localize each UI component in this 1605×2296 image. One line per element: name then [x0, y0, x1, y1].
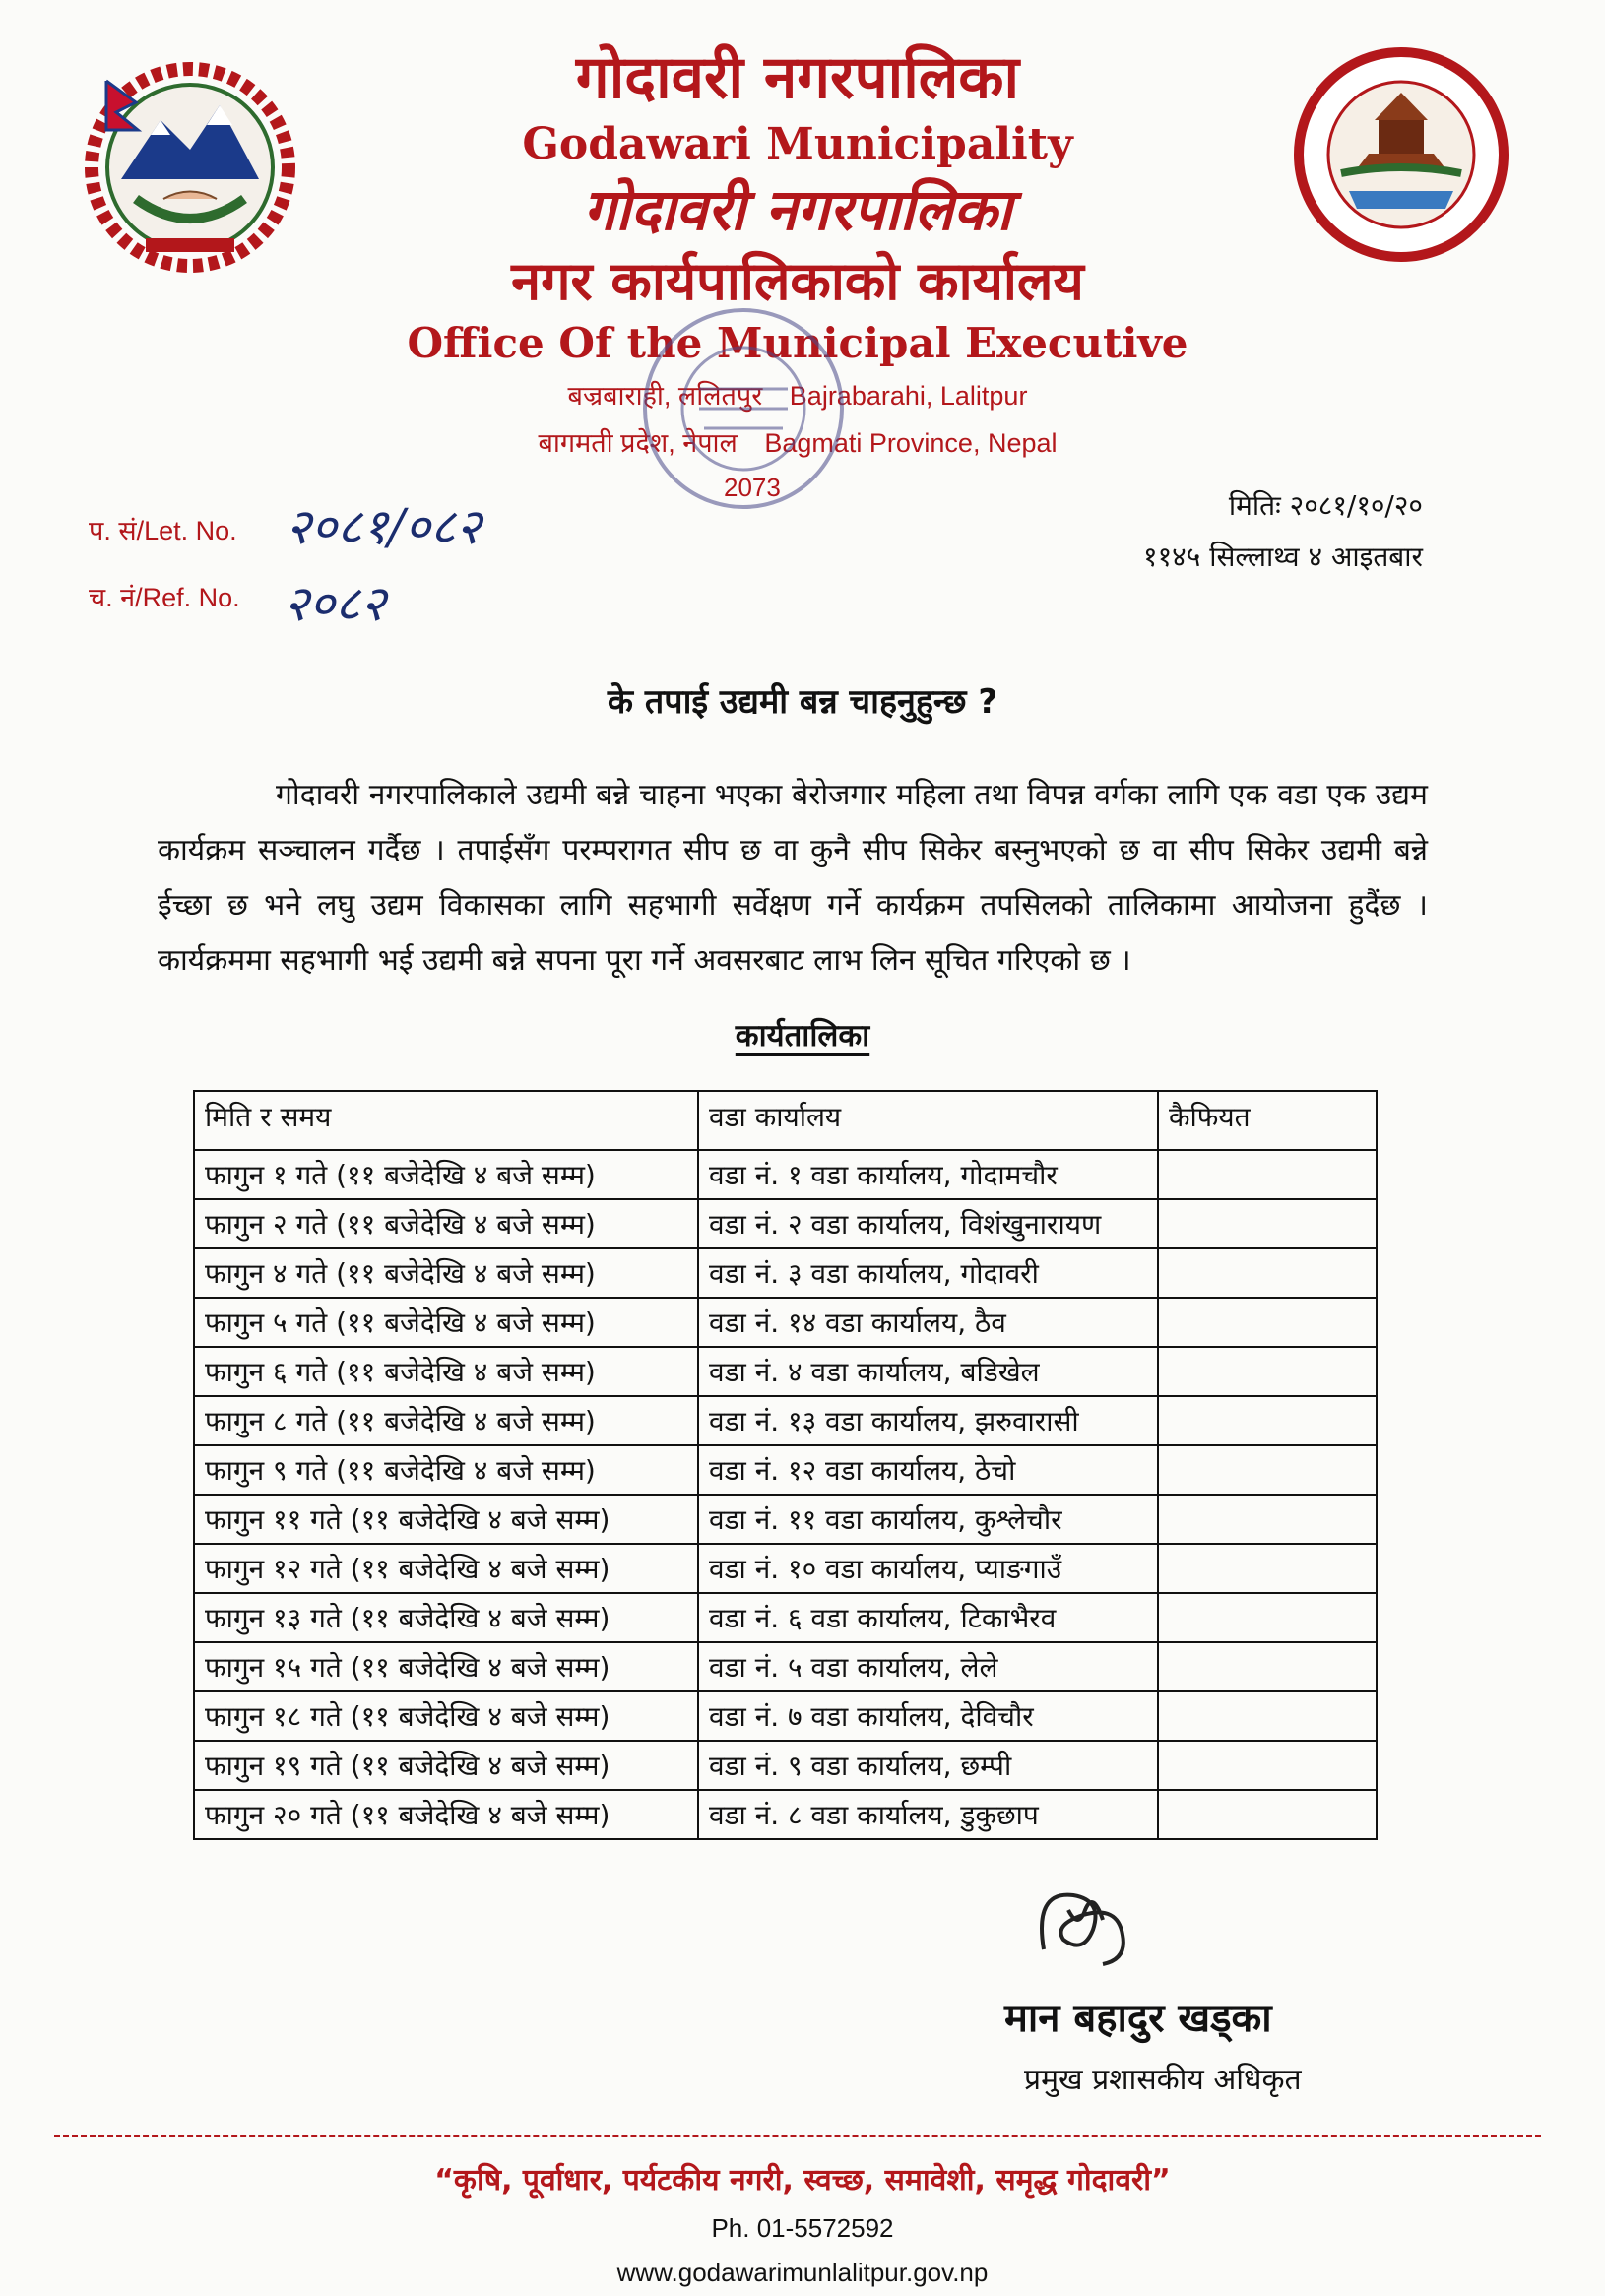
cell-date-time: फागुन ४ गते (११ बजेदेखि ४ बजे सम्म) — [194, 1248, 698, 1298]
cell-date-time: फागुन ५ गते (११ बजेदेखि ४ बजे सम्म) — [194, 1298, 698, 1347]
schedule-title — [0, 1014, 1605, 1055]
footer-website[interactable]: www.godawarimunlalitpur.gov.np — [616, 2258, 989, 2287]
cell-remarks — [1158, 1593, 1377, 1642]
table-row — [194, 1445, 1377, 1495]
letter-number-label: प. सं/Let. No. — [89, 516, 237, 545]
table-row — [194, 1199, 1377, 1248]
cell-ward-office: वडा नं. ७ वडा कार्यालय, देविचौर — [698, 1691, 1158, 1741]
footer-phone: Ph. 01-5572592 — [711, 2213, 894, 2243]
cell-date-time: फागुन ६ गते (११ बजेदेखि ४ बजे सम्म) — [194, 1347, 698, 1396]
cell-remarks — [1158, 1741, 1377, 1790]
nepal-sambat-date-line: ११४५ सिल्लाथ्व ४ आइतबार — [1143, 541, 1423, 573]
cell-remarks — [1158, 1347, 1377, 1396]
province-english: Bagmati Province, Nepal — [764, 428, 1058, 458]
established-year: 2073 — [724, 473, 781, 502]
table-row — [194, 1347, 1377, 1396]
cell-ward-office: वडा नं. ९ वडा कार्यालय, छम्पी — [698, 1741, 1158, 1790]
table-row — [194, 1298, 1377, 1347]
cell-ward-office: वडा नं. १ वडा कार्यालय, गोदामचौर — [698, 1150, 1158, 1199]
table-row — [194, 1544, 1377, 1593]
date-block — [1068, 480, 1423, 583]
cell-remarks — [1158, 1396, 1377, 1445]
province-nepali: बागमती प्रदेश, नेपाल — [538, 428, 738, 458]
cell-remarks — [1158, 1248, 1377, 1298]
nepal-emblem-icon — [77, 51, 303, 278]
cell-remarks — [1158, 1199, 1377, 1248]
date-line: मितिः २०८१/१०/२० — [1228, 489, 1423, 522]
footer-slogan: “कृषि, पूर्वाधार, पर्यटकीय नगरी, स्वच्छ, समावेशी, समृद्ध गोदावरी” — [434, 2163, 1171, 2198]
cell-date-time: फागुन १ गते (११ बजेदेखि ४ बजे सम्म) — [194, 1150, 698, 1199]
footer — [0, 2156, 1605, 2294]
ref-number-value: २०८२ — [284, 575, 386, 632]
cell-ward-office: वडा नं. ८ वडा कार्यालय, डुकुछाप — [698, 1790, 1158, 1839]
cell-date-time: फागुन १३ गते (११ बजेदेखि ४ बजे सम्म) — [194, 1593, 698, 1642]
title-nepali: गोदावरी नगरपालिका — [575, 43, 1020, 112]
ref-number-label: च. नं/Ref. No. — [89, 583, 240, 612]
subject-heading: के तपाई उद्यमी बन्न चाहनुहुन्छ ? — [607, 682, 998, 722]
cell-date-time: फागुन १८ गते (११ बजेदेखि ४ बजे सम्म) — [194, 1691, 698, 1741]
office-english: Office Of the Municipal Executive — [407, 319, 1188, 367]
cell-ward-office: वडा नं. ६ वडा कार्यालय, टिकाभैरव — [698, 1593, 1158, 1642]
table-row — [194, 1495, 1377, 1544]
table-header-row — [194, 1091, 1377, 1150]
cell-date-time: फागुन १९ गते (११ बजेदेखि ४ बजे सम्म) — [194, 1741, 698, 1790]
cell-ward-office: वडा नं. १३ वडा कार्यालय, झरुवारासी — [698, 1396, 1158, 1445]
header-date-time: मिति र समय — [194, 1091, 698, 1150]
schedule-table — [193, 1090, 1378, 1840]
cell-remarks — [1158, 1298, 1377, 1347]
letter-number-value: २०८१/०८२ — [286, 498, 482, 555]
table-row — [194, 1691, 1377, 1741]
table-row — [194, 1642, 1377, 1691]
cell-ward-office: वडा नं. ५ वडा कार्यालय, लेले — [698, 1642, 1158, 1691]
cell-date-time: फागुन १५ गते (११ बजेदेखि ४ बजे सम्म) — [194, 1642, 698, 1691]
table-row — [194, 1248, 1377, 1298]
schedule-title-text: कार्यतालिका — [735, 1018, 870, 1053]
schedule-table-body — [194, 1150, 1377, 1839]
title-english: Godawari Municipality — [522, 119, 1073, 169]
table-row — [194, 1150, 1377, 1199]
cell-remarks — [1158, 1150, 1377, 1199]
address-nepali: बज्रबाराही, ललितपुर — [567, 381, 763, 411]
cell-date-time: फागुन ११ गते (११ बजेदेखि ४ बजे सम्म) — [194, 1495, 698, 1544]
cell-date-time: फागुन २ गते (११ बजेदेखि ४ बजे सम्म) — [194, 1199, 698, 1248]
cell-date-time: फागुन १२ गते (११ बजेदेखि ४ बजे सम्म) — [194, 1544, 698, 1593]
table-row — [194, 1741, 1377, 1790]
municipality-logo-icon — [1290, 43, 1512, 266]
cell-date-time: फागुन ८ गते (११ बजेदेखि ४ बजे सम्म) — [194, 1396, 698, 1445]
cell-ward-office: वडा नं. १४ वडा कार्यालय, ठैव — [698, 1298, 1158, 1347]
footer-divider — [54, 2135, 1541, 2137]
signature-scribble-icon — [1024, 1871, 1162, 1979]
cell-ward-office: वडा नं. ११ वडा कार्यालय, कुश्लेचौर — [698, 1495, 1158, 1544]
cell-ward-office: वडा नं. ३ वडा कार्यालय, गोदावरी — [698, 1248, 1158, 1298]
cell-ward-office: वडा नं. ४ वडा कार्यालय, बडिखेल — [698, 1347, 1158, 1396]
cell-date-time: फागुन ९ गते (११ बजेदेखि ४ बजे सम्म) — [194, 1445, 698, 1495]
notice-body — [158, 768, 1428, 989]
cell-date-time: फागुन २० गते (११ बजेदेखि ४ बजे सम्म) — [194, 1790, 698, 1839]
cell-remarks — [1158, 1642, 1377, 1691]
cell-remarks — [1158, 1790, 1377, 1839]
signatory-name: मान बहादुर खड्का — [1004, 1995, 1272, 2041]
office-nepali: नगर कार्यपालिकाको कार्यालय — [511, 249, 1084, 312]
header-ward-office: वडा कार्यालय — [698, 1091, 1158, 1150]
signatory-title: प्रमुख प्रशासकीय अधिकृत — [1024, 2063, 1302, 2097]
title-nepali-stylized: गोदावरी नगरपालिका — [583, 176, 1012, 243]
cell-remarks — [1158, 1691, 1377, 1741]
cell-remarks — [1158, 1544, 1377, 1593]
cell-ward-office: वडा नं. १० वडा कार्यालय, प्याङगाउँ — [698, 1544, 1158, 1593]
cell-remarks — [1158, 1445, 1377, 1495]
cell-ward-office: वडा नं. २ वडा कार्यालय, विशंखुनारायण — [698, 1199, 1158, 1248]
cell-ward-office: वडा नं. १२ वडा कार्यालय, ठेचो — [698, 1445, 1158, 1495]
address-english: Bajrabarahi, Lalitpur — [789, 381, 1028, 411]
table-row — [194, 1593, 1377, 1642]
notice-paragraph: गोदावरी नगरपालिकाले उद्यमी बन्ने चाहना भएका बेरोजगार महिला तथा विपन्न वर्गका लागि एक वडा एक उद्यम कार्यक्रम सञ्चालन गर्दैछ । तपाईसँग परम्परागत सीप छ वा कुनै सीप सिकेर बस्नुभएको छ वा सीप सिकेर उद्यमी बन्ने ईच्छा छ भने लघु उद्यम विकासका लागि सहभागी सर्वेक्षण गर्ने कार्यक्रम तपसिलको तालिकामा आयोजना हुदैंछ । कार्यक्रममा सहभागी भई उद्यमी बन्ने सपना पूरा गर्ने अवसरबाट लाभ लिन सूचित गरिएको छ । — [158, 778, 1428, 978]
header-remarks: कैफियत — [1158, 1091, 1377, 1150]
table-row — [194, 1396, 1377, 1445]
cell-remarks — [1158, 1495, 1377, 1544]
table-row — [194, 1790, 1377, 1839]
